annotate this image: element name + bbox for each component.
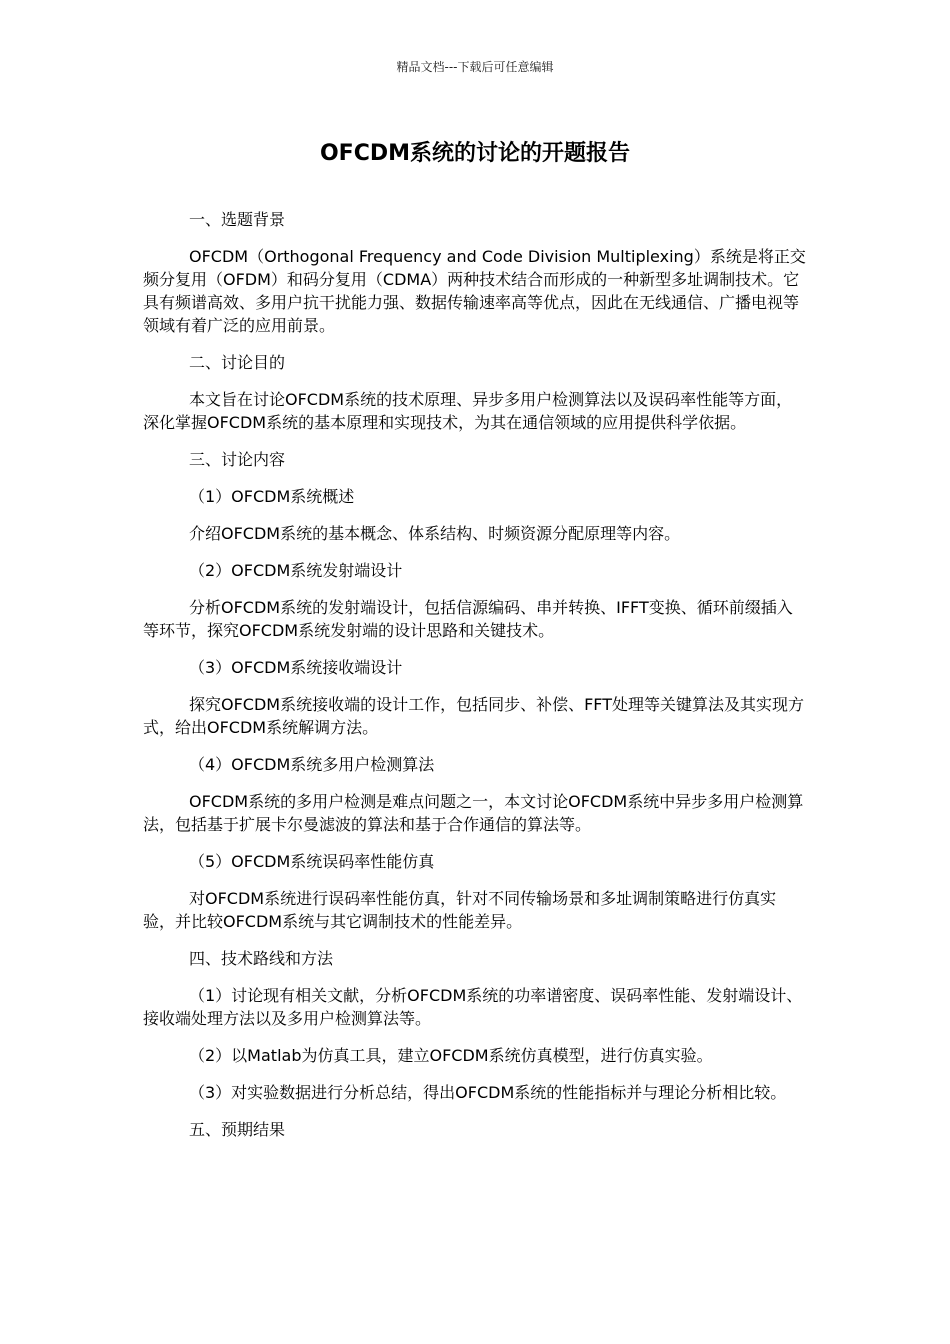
- subsection-title: （1）OFCDM系统概述: [189, 487, 355, 506]
- subsection-paragraph: 介绍OFCDM系统的基本概念、体系结构、时频资源分配原理等内容。: [189, 524, 681, 543]
- section-heading-4: 四、技术路线和方法: [189, 949, 334, 968]
- subsection-paragraph: 分析OFCDM系统的发射端设计，包括信源编码、串并转换、IFFT变换、循环前缀插入等环节，探究OFCDM系统发射端的设计思路和关键技术。: [143, 598, 793, 640]
- subsection-title: （5）OFCDM系统误码率性能仿真: [189, 852, 435, 871]
- section-heading-2: 二、讨论目的: [189, 353, 286, 372]
- document-title: OFCDM系统的讨论的开题报告: [319, 141, 631, 166]
- subsection-paragraph: OFCDM系统的多用户检测是难点问题之一，本文讨论OFCDM系统中异步多用户检测算法，包括基于扩展卡尔曼滤波的算法和基于合作通信的算法等。: [143, 792, 804, 834]
- subsection-title: （2）OFCDM系统发射端设计: [189, 561, 403, 580]
- subsection-title: （4）OFCDM系统多用户检测算法: [189, 755, 435, 774]
- section-2-paragraph: 本文旨在讨论OFCDM系统的技术原理、异步多用户检测算法以及误码率性能等方面，深化掌握OFCDM系统的基本原理和实现技术，为其在通信领域的应用提供科学依据。: [143, 390, 793, 432]
- subsection-paragraph: 探究OFCDM系统接收端的设计工作，包括同步、补偿、FFT处理等关键算法及其实现方式，给出OFCDM系统解调方法。: [143, 695, 804, 737]
- section-1-paragraph: OFCDM（Orthogonal Frequency and Code Division Multiplexing）系统是将正交频分复用（OFDM）和码分复用（CDMA）两种技术结合而形成的一种新型多址调制技术。它具有频谱高效、多用户抗干扰能力强、数据传输速率高等优点，因此在无线通信、广播电视等领域有着广泛的应用前景。: [143, 247, 806, 335]
- document-body: [143, 208, 807, 1155]
- method-item: （1）讨论现有相关文献，分析OFCDM系统的功率谱密度、误码率性能、发射端设计、接收端处理方法以及多用户检测算法等。: [143, 986, 803, 1028]
- subsection-paragraph: 对OFCDM系统进行误码率性能仿真，针对不同传输场景和多址调制策略进行仿真实验，并比较OFCDM系统与其它调制技术的性能差异。: [143, 889, 777, 931]
- method-item: （3）对实验数据进行分析总结，得出OFCDM系统的性能指标并与理论分析相比较。: [189, 1083, 787, 1102]
- method-item: （2）以Matlab为仿真工具，建立OFCDM系统仿真模型，进行仿真实验。: [189, 1046, 713, 1065]
- section-heading-1: 一、选题背景: [189, 210, 286, 229]
- page-header: 精品文档---下载后可任意编辑: [396, 60, 554, 74]
- subsection-title: （3）OFCDM系统接收端设计: [189, 658, 403, 677]
- section-heading-3: 三、讨论内容: [189, 450, 286, 469]
- section-heading-5: 五、预期结果: [189, 1120, 286, 1139]
